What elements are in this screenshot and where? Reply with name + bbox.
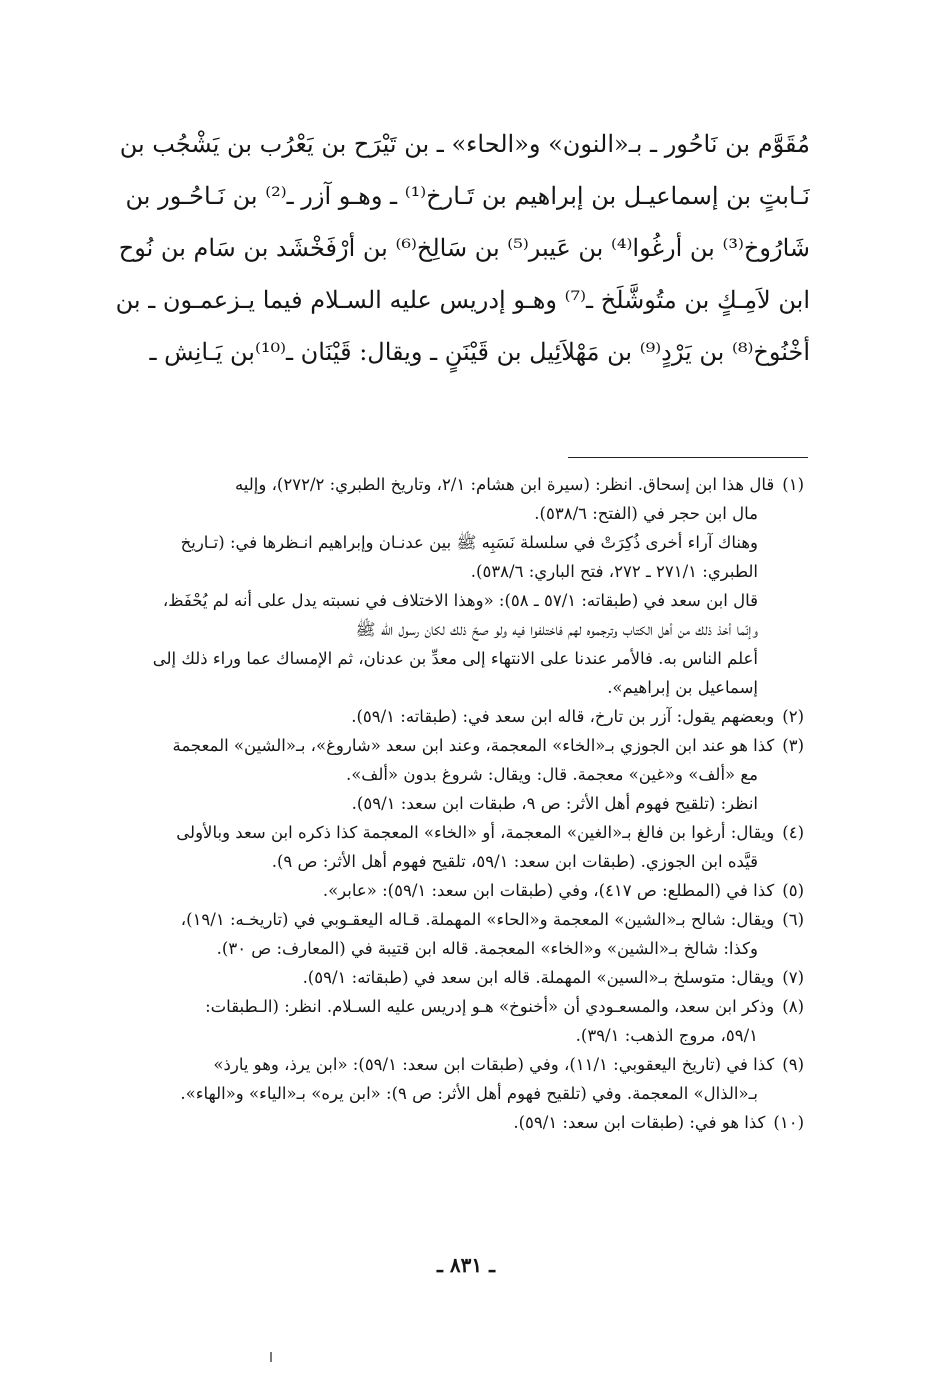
footnote-number: (٢) bbox=[782, 707, 804, 726]
footnote-text: قال هذا ابن إسحاق. انظر: (سيرة ابن هشام: ٢/١، وتاريخ الطبري: ٢٧٢/٢)، وإليه bbox=[234, 475, 775, 494]
scan-speck bbox=[270, 1352, 272, 1362]
footnote-text: كذا في (المطلع: ص ٤١٧)، وفي (طبقات ابن سعد: ٥٩/١): «عابر». bbox=[322, 881, 775, 900]
main-text-block bbox=[98, 118, 810, 378]
footnote-6-line: وكذا: شالخ بـ«الشين» و«الخاء» المعجمة. قاله ابن قتيبة في (المعارف: ص ٣٠). bbox=[216, 939, 758, 958]
footnotes-block bbox=[104, 470, 804, 1137]
footnote-number: (١٠) bbox=[773, 1113, 804, 1132]
footnote-number: (٤) bbox=[782, 823, 804, 842]
footnote-7-line bbox=[104, 963, 804, 992]
footnote-text: ويقال: متوسلخ بـ«السين» المهملة. قاله ابن سعد في (طبقاته: ٥٩/١). bbox=[302, 968, 775, 987]
footnote-text: ويقال: شالح بـ«الشين» المعجمة و«الحاء» المهملة. قـاله اليعقـوبي في (تاريخـه: ١٩/١)، bbox=[180, 910, 775, 929]
footnote-text: كذا هو في: (طبقات ابن سعد: ٥٩/١). bbox=[513, 1113, 766, 1132]
footnote-number: (٣) bbox=[782, 736, 804, 755]
footnote-number: (٩) bbox=[782, 1055, 804, 1074]
footnote-text: كذا هو عند ابن الجوزي بـ«الخاء» المعجمة، وعند ابن سعد «شاروغ»، بـ«الشين» المعجمة bbox=[172, 736, 775, 755]
footnote-1-line: إسماعيل بن إبراهيم». bbox=[607, 678, 758, 697]
footnote-number: (٧) bbox=[782, 968, 804, 987]
footnote-1-line: قال ابن سعد في (طبقاته: ٥٧/١ ـ ٥٨): «وهذا الاختلاف في نسبته يدل على أنه لم يُحْفَظ، bbox=[162, 591, 758, 610]
footnote-1-line: وإنّما أخذ ذلك من أهل الكتاب وترجموه لهم فاختلفوا فيه ولو صحّ ذلك لكان رسول الله ﷺ bbox=[355, 620, 758, 639]
footnote-2-line bbox=[104, 702, 804, 731]
footnote-1-line: مال ابن حجر في (الفتح: ٥٣٨/٦). bbox=[534, 504, 758, 523]
footnote-4-line bbox=[104, 818, 804, 847]
footnote-1-line: أعلم الناس به. فالأمر عندنا على الانتهاء إلى معدِّ بن عدنان، ثم الإمساك عما وراء ذلك إلى bbox=[152, 649, 758, 668]
main-text-line: شَارُوخ⁽³⁾ بن أرغُوا⁽⁴⁾ بن عَيبر⁽⁵⁾ بن سَالِخ⁽⁶⁾ بن أرْفَخْشَد بن سَام بن نُوح bbox=[118, 234, 810, 262]
page-number: ـ ٨٣١ ـ bbox=[437, 1253, 495, 1277]
footnote-text: ويقال: أرغوا بن فالغ بـ«الغين» المعجمة، أو «الخاء» المعجمة كذا ذكره ابن سعد وبالأولى bbox=[176, 823, 775, 842]
footnote-8-line: ٥٩/١، مروج الذهب: ٣٩/١). bbox=[575, 1026, 758, 1045]
footnote-1-line bbox=[104, 470, 804, 499]
footnote-number: (٨) bbox=[782, 997, 804, 1016]
footnote-divider bbox=[568, 457, 808, 458]
footnote-3-line bbox=[104, 731, 804, 760]
footnote-3-line: انظر: (تلقيح فهوم أهل الأثر: ص ٩، طبقات ابن سعد: ٥٩/١). bbox=[351, 794, 758, 813]
footnote-3-line: مع «ألف» و«غين» معجمة. قال: ويقال: شروغ بدون «ألف». bbox=[345, 765, 758, 784]
footnote-10-line bbox=[104, 1108, 804, 1137]
footnote-text: وبعضهم يقول: آزر بن تارخ، قاله ابن سعد في: (طبقاته: ٥٩/١). bbox=[351, 707, 775, 726]
footnote-9-line: بـ«الذال» المعجمة. وفي (تلقيح فهوم أهل الأثر: ص ٩): «ابن يره» بـ«الياء» و«الهاء». bbox=[180, 1084, 758, 1103]
footnote-5-line bbox=[104, 876, 804, 905]
main-text-line: مُقَوَّم بن نَاحُور ـ بـ«النون» و«الحاء» ـ بن تَيْرَح بن يَعْرُب بن يَشْجُب بن bbox=[119, 130, 810, 158]
footnote-number: (٥) bbox=[782, 881, 804, 900]
main-text-line: ابن لاَمِـكٍ بن متُوشَّلَخ ـ⁽⁷⁾ وهـو إدريس عليه السـلام فيما يـزعمـون ـ بن bbox=[115, 286, 810, 314]
main-text-line: نَـابتٍ بن إسماعيـل بن إبراهيم بن تَـارخ⁽¹⁾ ـ وهـو آزر ـ⁽²⁾ بن نَـاحُـور بن bbox=[125, 182, 810, 210]
main-text-line: أخْنُوخ⁽⁸⁾ بن يَرْدٍ⁽⁹⁾ بن مَهْلاَئِيل بن قَيْنَنٍ ـ ويقال: قَيْنَان ـ⁽¹⁰⁾بن يَـانِش ـ bbox=[149, 338, 810, 366]
footnote-1-line: الطبري: ٢٧١/١ ـ ٢٧٢، فتح الباري: ٥٣٨/٦). bbox=[470, 562, 758, 581]
footnote-6-line bbox=[104, 905, 804, 934]
footnote-9-line bbox=[104, 1050, 804, 1079]
footnote-text: كذا في (تاريخ اليعقوبي: ١١/١)، وفي (طبقات ابن سعد: ٥٩/١): «ابن يرذ، وهو يارذ» bbox=[213, 1055, 775, 1074]
footnote-text: وذكر ابن سعد، والمسعـودي أن «أخنوخ» هـو إدريس عليه السـلام. انظر: (الـطبقات: bbox=[205, 997, 775, 1016]
footnote-4-line: قيَّده ابن الجوزي. (طبقات ابن سعد: ٥٩/١، تلقيح فهوم أهل الأثر: ص ٩). bbox=[271, 852, 758, 871]
footnote-8-line bbox=[104, 992, 804, 1021]
footnote-number: (١) bbox=[782, 475, 804, 494]
footnote-1-line: وهناك آراء أخرى ذُكِرَتْ في سلسلة نَسَبِه ﷺ بين عدنـان وإبراهيم انـظرها في: (تـاريخ bbox=[180, 533, 758, 552]
footnote-number: (٦) bbox=[782, 910, 804, 929]
